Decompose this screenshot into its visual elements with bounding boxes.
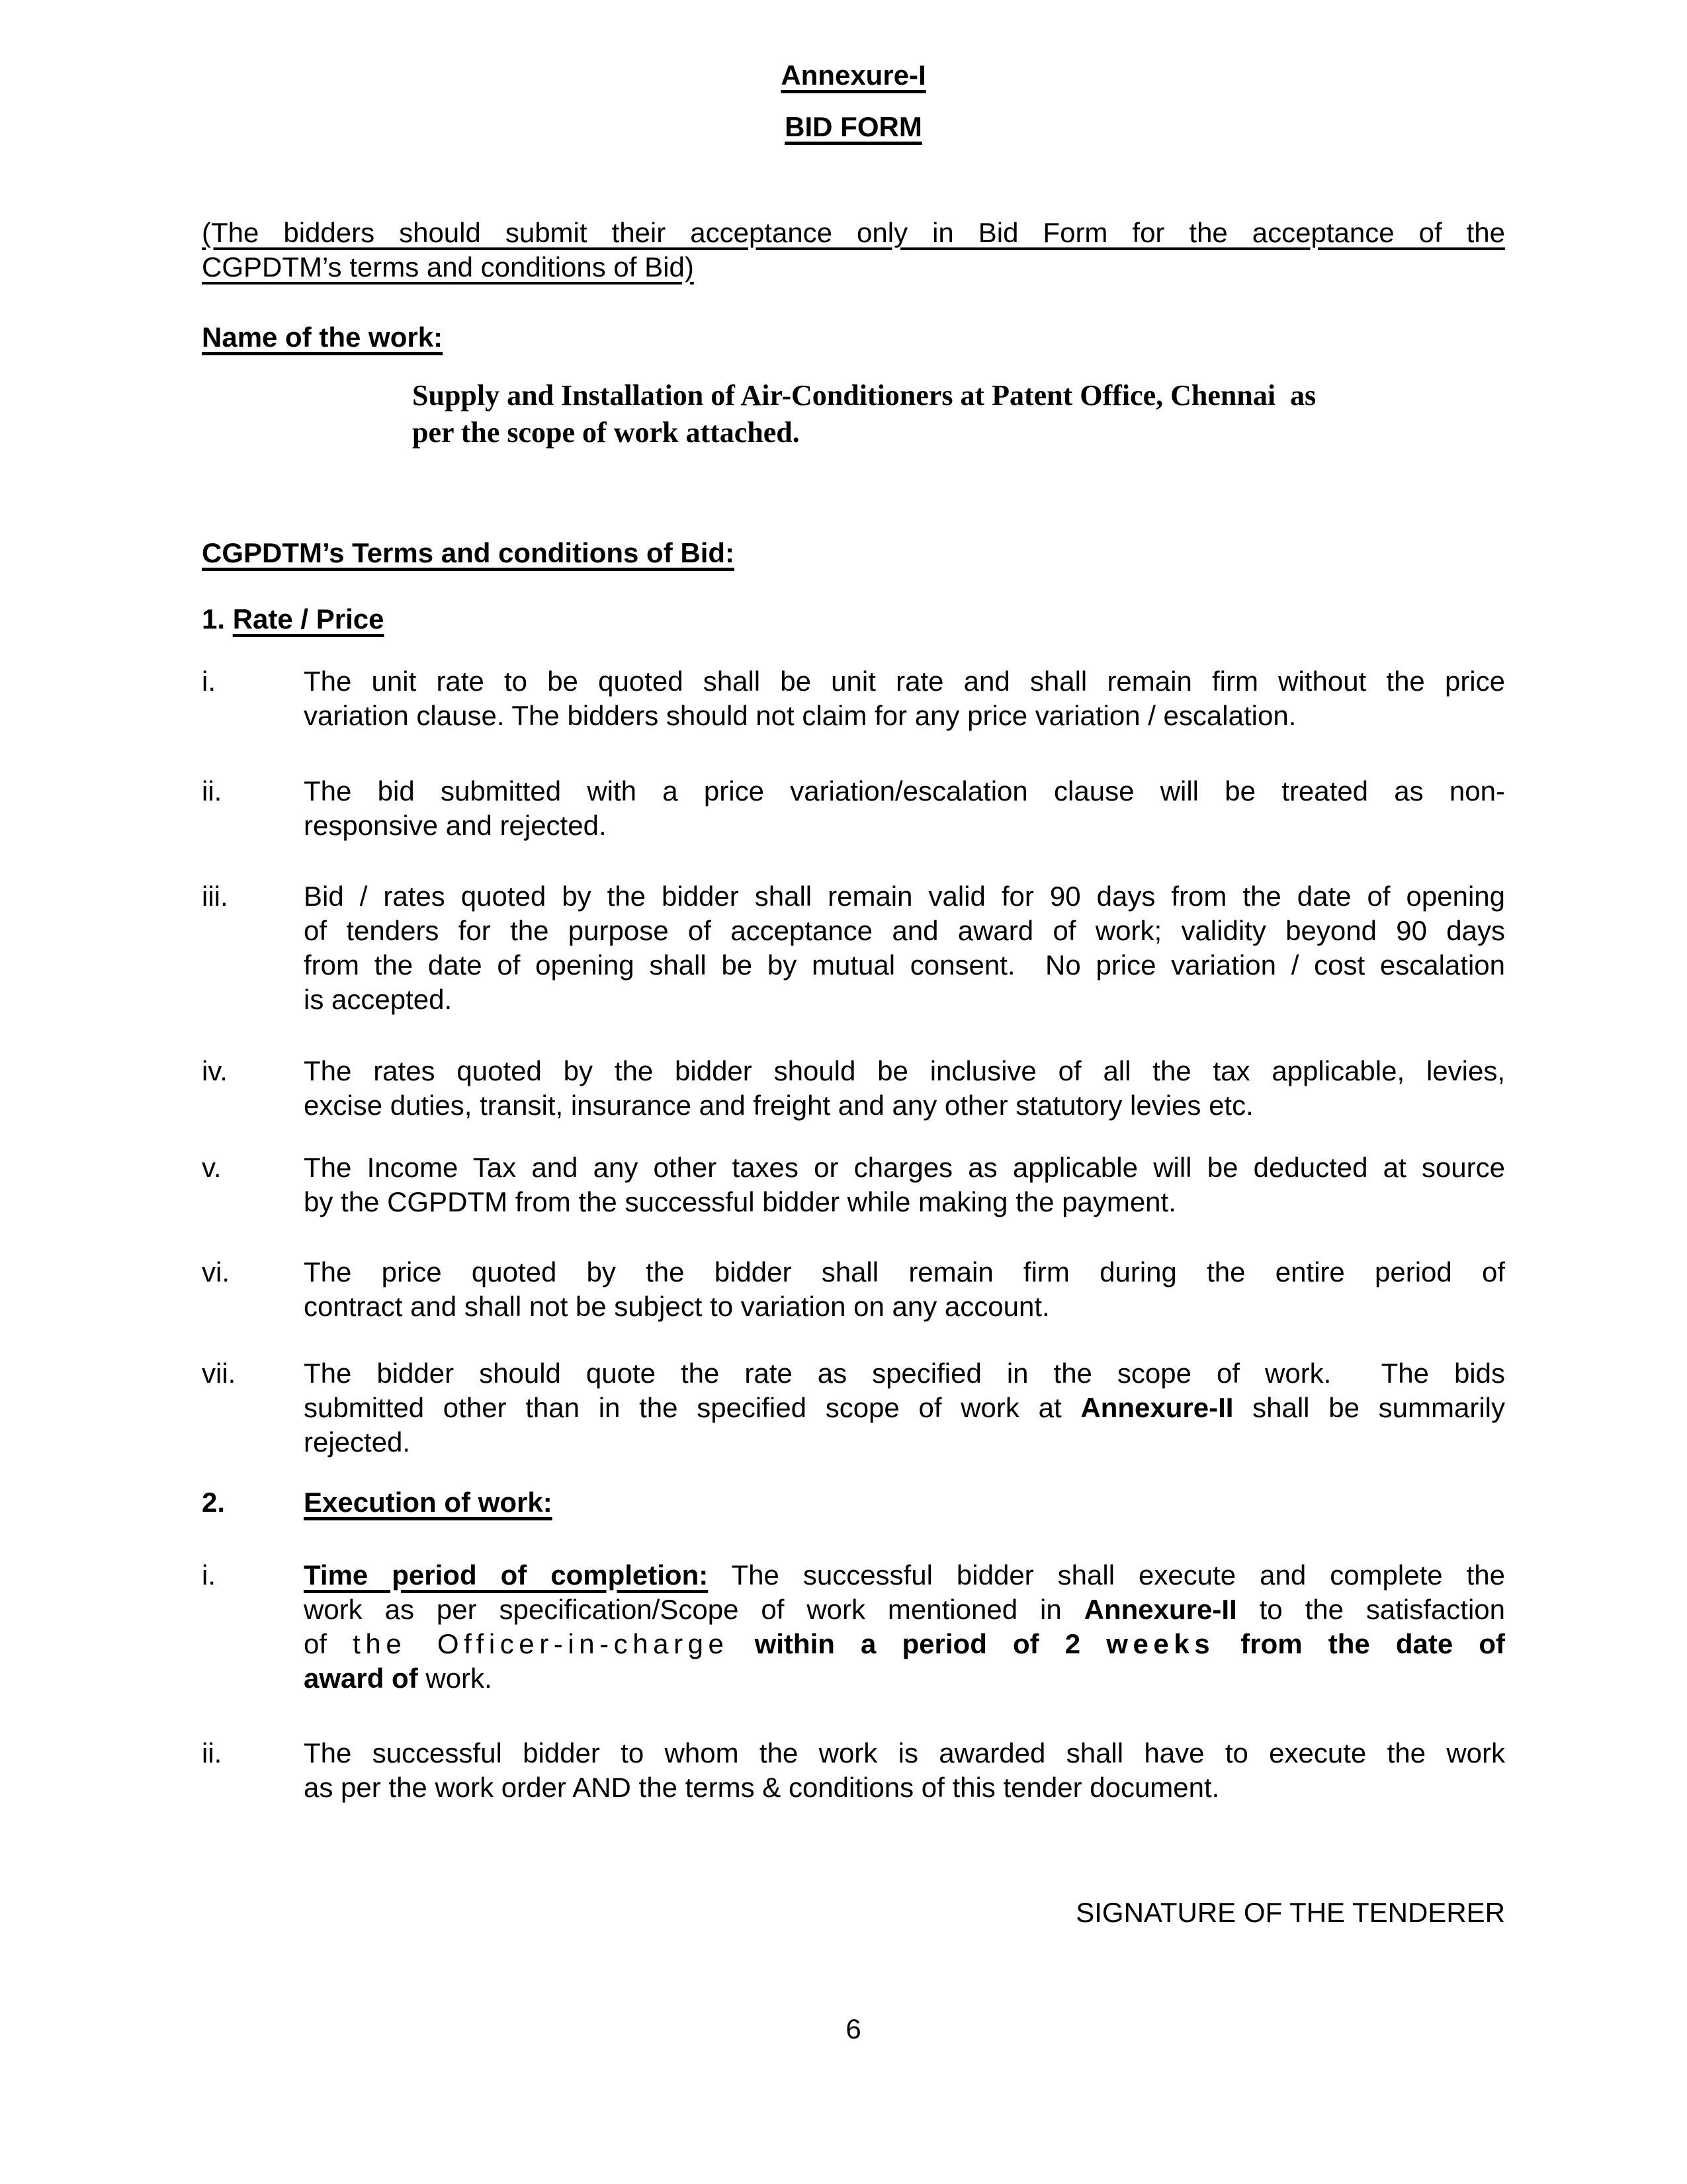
term-1-ii-line-1 [304, 774, 1505, 808]
text-segment: as per the work order AND the terms & conditions of this tender document. [304, 1772, 1220, 1803]
term-1-iii-line-3 [304, 948, 1505, 983]
text-segment: Annexure-II [1080, 1392, 1234, 1423]
text-segment: CGPDTM’s Terms and conditions of Bid: [202, 537, 735, 568]
text-segment: to the satisfaction [1236, 1594, 1505, 1625]
term-1-vii-body [304, 1356, 1505, 1460]
term-1-vi-line-1 [304, 1255, 1505, 1289]
section-2-heading-marker: 2. [202, 1487, 226, 1518]
term-1-vi-line-2 [304, 1289, 1505, 1324]
text-segment: Name of the work: [202, 322, 443, 353]
term-1-vii-line-3 [304, 1425, 1505, 1460]
term-1-v [202, 1151, 1505, 1219]
signature-line [202, 1896, 1505, 1930]
term-1-iv-line-2 [304, 1088, 1505, 1123]
term-1-v-marker: v. [202, 1152, 222, 1183]
bid-form-title [202, 110, 1505, 144]
section-2-heading-line-1 [304, 1485, 1505, 1520]
signature-line-line-1 [202, 1896, 1505, 1930]
term-2-i-line-2 [304, 1593, 1505, 1627]
term-1-vii-marker: vii. [202, 1358, 236, 1389]
annexure-title-line-1 [202, 58, 1505, 93]
term-1-v-line-2 [304, 1185, 1505, 1219]
text-segment: shall be summarily [1233, 1392, 1505, 1423]
annexure-title [202, 58, 1505, 93]
text-segment: the Officer-in-charge [353, 1628, 729, 1659]
text-segment: Supply and Installation of Air-Conditioners at Patent Office, Chennai as [412, 379, 1317, 412]
term-2-i-marker: i. [202, 1559, 216, 1591]
name-of-work-heading-line-1 [202, 320, 1505, 355]
text-segment: 1. [202, 603, 233, 634]
text-segment: (The bidders should submit their acceptance only in Bid Form for the acceptance of the [202, 217, 1505, 248]
intro-note [202, 216, 1505, 284]
text-segment: weeks [1106, 1628, 1215, 1659]
text-segment: rejected. [304, 1426, 411, 1458]
text-segment: The unit rate to be quoted shall be unit rate and shall remain firm without the price [304, 666, 1505, 697]
text-segment: is accepted. [304, 984, 453, 1015]
text-segment: submitted other than in the specified scope of work at [304, 1392, 1081, 1423]
term-1-i-line-1 [304, 664, 1505, 699]
text-segment: The bid submitted with a price variation/escalation clause will be treated as non- [304, 775, 1505, 807]
term-1-iv-marker: iv. [202, 1055, 228, 1086]
text-segment: CGPDTM’s terms and conditions of Bid) [202, 251, 694, 283]
text-segment: The Income Tax and any other taxes or charges as applicable will be deducted at source [304, 1152, 1505, 1183]
term-1-i [202, 664, 1505, 733]
term-1-iv [202, 1054, 1505, 1123]
text-segment: The successful bidder shall execute and complete the [708, 1559, 1506, 1591]
section-1-heading-line-1 [202, 602, 1505, 636]
text-segment: excise duties, transit, insurance and freight and any other statutory levies etc. [304, 1090, 1254, 1121]
section-2-heading-body [304, 1485, 1505, 1520]
term-1-vii-line-1 [304, 1356, 1505, 1391]
term-1-iii [202, 879, 1505, 1017]
section-1-heading [202, 602, 1505, 636]
text-segment: work. [417, 1663, 492, 1694]
text-segment: Execution of work: [304, 1487, 552, 1518]
text-segment: work as per specification/Scope of work mentioned in [304, 1594, 1084, 1625]
term-1-iv-body [304, 1054, 1505, 1123]
term-1-iii-line-2 [304, 914, 1505, 948]
text-segment: within a period of 2 [728, 1628, 1107, 1659]
term-1-vii [202, 1356, 1505, 1460]
term-1-iii-line-1 [304, 879, 1505, 914]
terms-heading [202, 536, 1505, 570]
term-1-i-marker: i. [202, 666, 216, 697]
text-segment: per the scope of work attached. [412, 416, 800, 449]
text-segment: 6 [845, 2013, 861, 2044]
term-1-vi-marker: vi. [202, 1256, 230, 1288]
term-1-iv-line-1 [304, 1054, 1505, 1088]
page-number-line-1 [202, 2012, 1505, 2046]
text-segment: contract and shall not be subject to variation on any account. [304, 1291, 1050, 1322]
text-segment: from the date of [1215, 1628, 1506, 1659]
term-1-vi-body [304, 1255, 1505, 1324]
term-1-i-line-2 [304, 699, 1505, 733]
text-segment: Time period of completion: [304, 1559, 709, 1591]
text-segment: responsive and rejected. [304, 810, 607, 841]
term-2-i-line-3 [304, 1627, 1505, 1661]
term-2-ii [202, 1736, 1505, 1805]
term-1-iii-body [304, 879, 1505, 1017]
name-of-work-heading [202, 320, 1505, 355]
text-segment: Rate / Price [232, 603, 384, 634]
work-description-line-2 [412, 414, 1505, 451]
terms-heading-line-1 [202, 536, 1505, 570]
term-1-iii-marker: iii. [202, 881, 228, 912]
text-segment: Bid / rates quoted by the bidder shall remain valid for 90 days from the date of opening [304, 881, 1505, 912]
term-1-ii-marker: ii. [202, 775, 222, 807]
bid-form-title-line-1 [202, 110, 1505, 144]
text-segment: The rates quoted by the bidder should be inclusive of all the tax applicable, levies, [304, 1055, 1505, 1086]
term-1-iii-line-4 [304, 983, 1505, 1017]
intro-note-line-2 [202, 250, 1505, 284]
text-segment: The price quoted by the bidder shall remain firm during the entire period of [304, 1256, 1505, 1288]
text-segment: BID FORM [785, 111, 922, 142]
section-2-heading [202, 1485, 1505, 1520]
term-1-i-body [304, 664, 1505, 733]
text-segment: SIGNATURE OF THE TENDERER [1076, 1897, 1505, 1928]
work-description [412, 377, 1505, 451]
term-2-ii-body [304, 1736, 1505, 1805]
text-segment: The successful bidder to whom the work is awarded shall have to execute the work [304, 1737, 1505, 1769]
term-2-ii-marker: ii. [202, 1737, 222, 1769]
term-2-ii-line-2 [304, 1770, 1505, 1805]
text-segment: Annexure-II [1084, 1594, 1237, 1625]
term-1-ii-body [304, 774, 1505, 843]
term-1-ii [202, 774, 1505, 843]
document-content [0, 58, 1687, 2046]
term-2-i-body [304, 1558, 1505, 1696]
intro-note-line-1 [202, 216, 1505, 250]
term-1-vii-line-2 [304, 1391, 1505, 1425]
text-segment: The bidder should quote the rate as specified in the scope of work. The bids [304, 1358, 1505, 1389]
term-1-v-body [304, 1151, 1505, 1219]
text-segment: from the date of opening shall be by mutual consent. No price variation / cost escalation [304, 949, 1505, 981]
term-2-i-line-4 [304, 1661, 1505, 1696]
term-1-vi [202, 1255, 1505, 1324]
term-2-ii-line-1 [304, 1736, 1505, 1770]
work-description-line-1 [412, 377, 1505, 414]
text-segment: by the CGPDTM from the successful bidder while making the payment. [304, 1186, 1176, 1217]
text-segment: of [304, 1628, 353, 1659]
text-segment: of tenders for the purpose of acceptance and award of work; validity beyond 90 days [304, 915, 1505, 946]
term-1-v-line-1 [304, 1151, 1505, 1185]
term-2-i-line-1 [304, 1558, 1505, 1593]
text-segment: variation clause. The bidders should not claim for any price variation / escalation. [304, 700, 1297, 731]
page-number [202, 2012, 1505, 2046]
text-segment: Annexure-I [781, 60, 926, 91]
term-1-ii-line-2 [304, 808, 1505, 843]
text-segment: award of [304, 1663, 418, 1694]
term-2-i [202, 1558, 1505, 1696]
